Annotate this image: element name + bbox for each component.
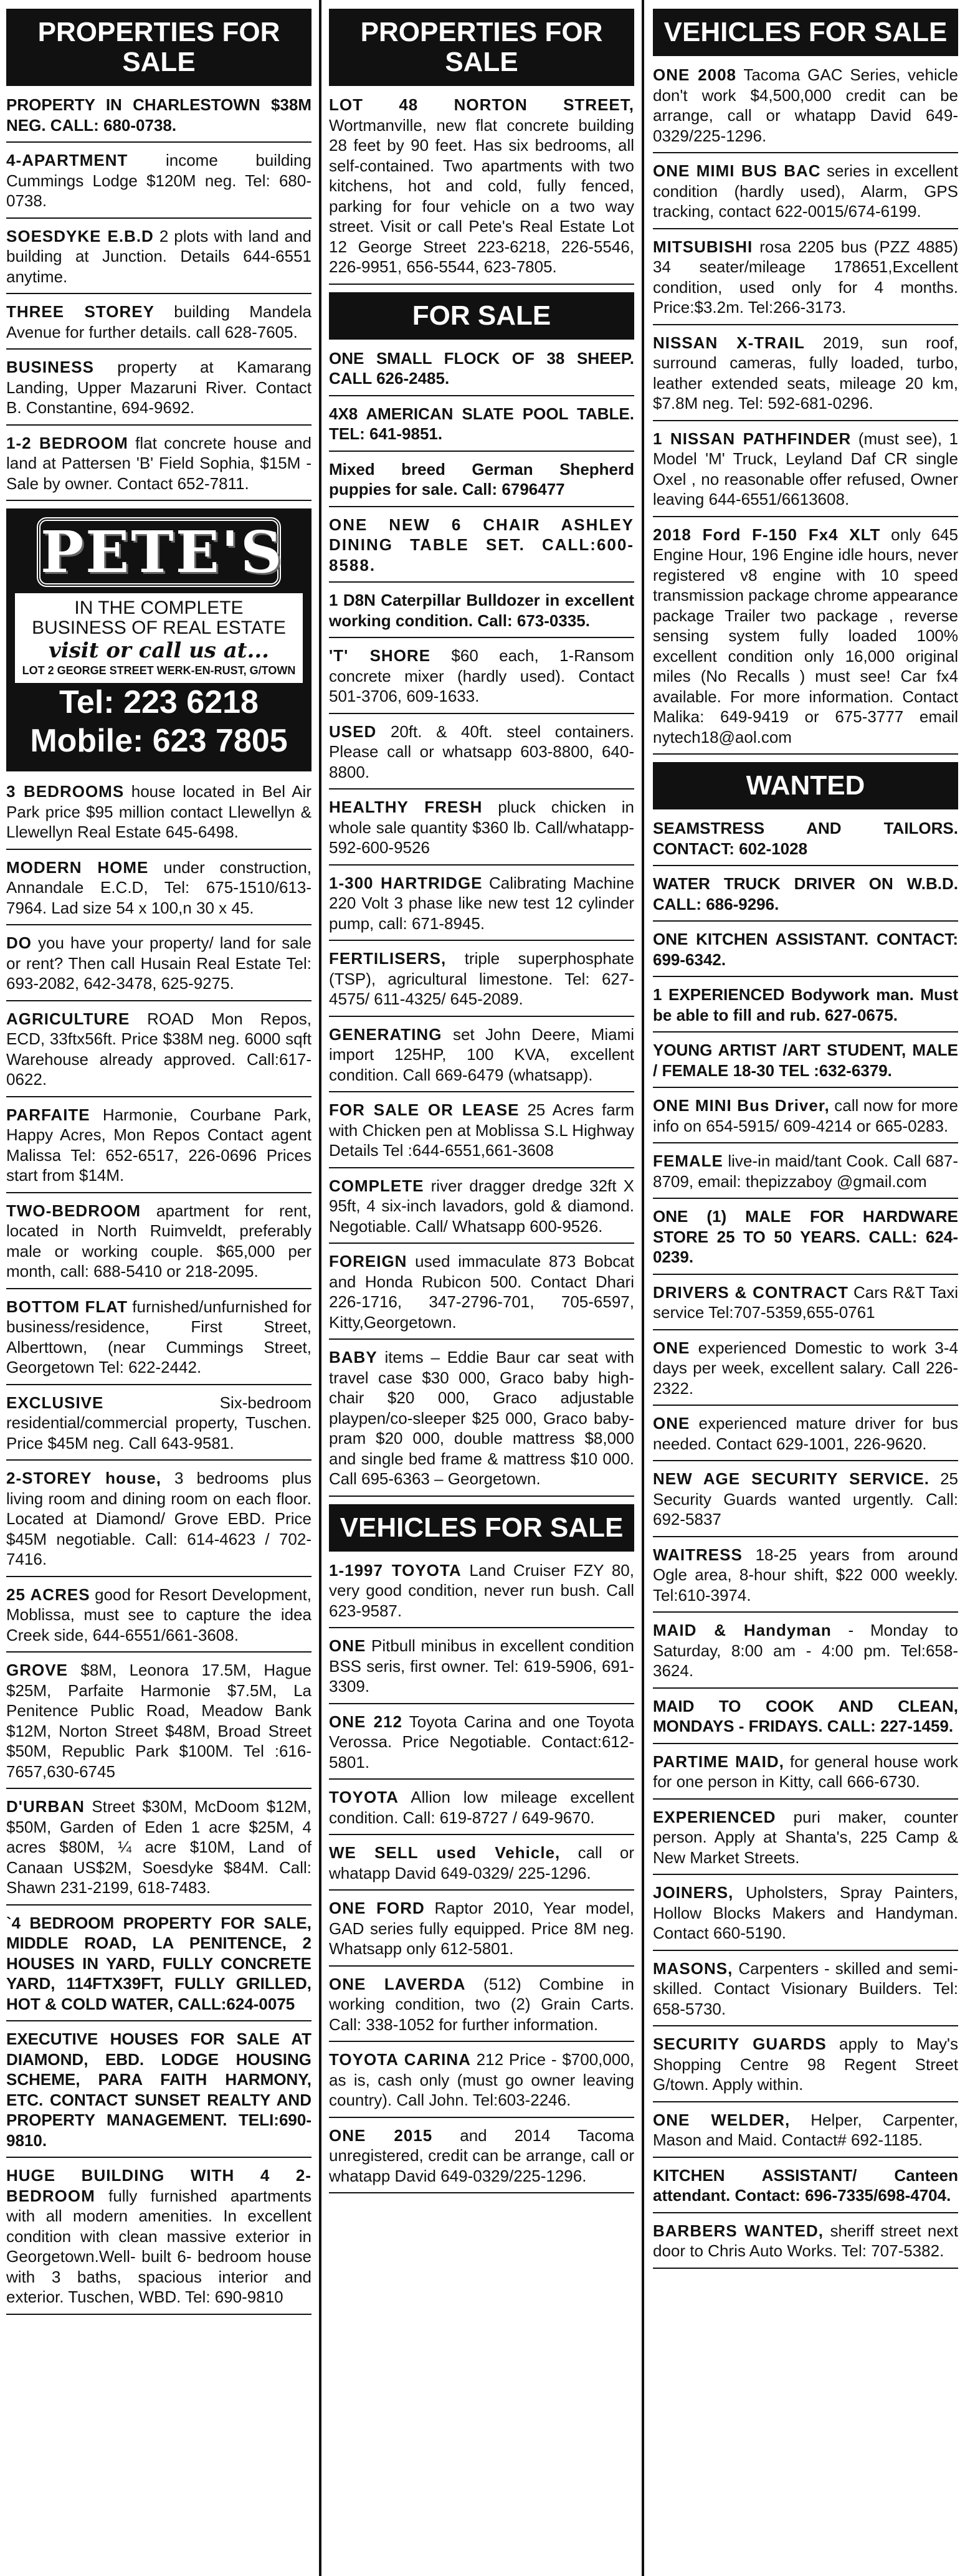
classified-ad	[653, 1040, 958, 1088]
classified-ad	[653, 2110, 958, 2158]
column-divider	[642, 0, 644, 2576]
classified-ad	[653, 874, 958, 922]
ad-text: ROAD Mon Repos, ECD, 33ftx56ft. Price $38M neg. 6000 sqft Warehouse already approved. Call:617-0622.	[6, 1009, 311, 1089]
ad-lead: BUSINESS	[6, 358, 94, 376]
classified-ad	[6, 226, 311, 295]
classified-ad	[653, 1882, 958, 1951]
ad-text: 2 plots with land and building at Junction. Details 644-6551 anytime.	[6, 226, 311, 286]
ad-text: Cars R&T Taxi service Tel:707-5359,655-0761	[653, 1282, 958, 1322]
ad-lead: TOYOTA	[329, 1788, 399, 1806]
ad-lead: FOREIGN	[329, 1252, 407, 1271]
ad-lead: 1 NISSAN PATHFINDER	[653, 429, 852, 448]
classified-ad	[6, 857, 311, 926]
classified-ad	[653, 1545, 958, 1613]
classified-ad	[653, 65, 958, 153]
classified-ad	[6, 1796, 311, 1906]
classified-ad	[653, 1151, 958, 1199]
classified-ad	[329, 2125, 634, 2194]
classified-ad	[329, 1560, 634, 1629]
classified-ad	[653, 929, 958, 977]
ad-lead: MODERN HOME	[6, 857, 149, 877]
ad-text: (must see), 1 Model 'M' Truck, Leyland Daf CR single Oxel , no reasonable offer refused, Owner leaving 644-6551/6613608.	[653, 429, 958, 508]
classified-ad	[6, 302, 311, 350]
classified-ad	[329, 1347, 634, 1497]
ad-lead: ONE	[653, 1338, 690, 1357]
classified-ad	[653, 1206, 958, 1275]
classified-ad	[329, 348, 634, 396]
ad-text: 20ft. & 40ft. steel containers. Please call or whatsapp 603-8800, 640-8800.	[329, 722, 634, 781]
classified-ad	[329, 722, 634, 790]
ad-text: 18-25 years from around Ogle area, 8-hour shift, $22 000 weekly. Tel:610-3974.	[653, 1545, 958, 1605]
classified-ad	[329, 95, 634, 285]
ad-lead: COMPLETE	[329, 1176, 424, 1195]
classified-ad	[329, 1100, 634, 1168]
ad-text: (512) Combine in working condition, two (2) Grain Carts. Call: 338-1052 for further information.	[329, 1974, 635, 2034]
ad-text: Carpenters - skilled and semi-skilled. Contact Visionary Builders. Tel: 658-5730.	[653, 1958, 958, 2018]
classified-ad	[653, 2221, 958, 2269]
classified-ad	[6, 1297, 311, 1385]
ad-text: used immaculate 873 Bobcat and Honda Rubicon 500. Contact Dhari 226-1716, 347-2796-701, 705-6597, Kitty,Georgetown.	[329, 1252, 634, 1332]
classified-ad	[653, 333, 958, 421]
ad-text: building Mandela Avenue for further details. call 628-7605.	[6, 302, 312, 341]
ad-lead: EXPERIENCED	[653, 1807, 776, 1826]
ad-text: ONE (1) MALE FOR HARDWARE STORE 25 TO 50 YEARS. CALL: 624-0239.	[653, 1207, 958, 1266]
classified-ad	[6, 1468, 311, 1577]
ad-text: PROPERTY IN CHARLESTOWN $38M NEG. CALL: 680-0738.	[6, 95, 311, 135]
ad-text: 212 Price - $700,000, as is, cash only (must go owner leaving country). Call John. Tel:603-2246.	[329, 2050, 634, 2109]
advert-mobile: Mobile: 623 7805	[30, 723, 288, 759]
ad-lead: HUGE BUILDING WITH 4 2- BEDROOM	[6, 2166, 311, 2205]
ad-lead: AGRICULTURE	[6, 1009, 130, 1028]
ad-lead: NEW AGE SECURITY SERVICE.	[653, 1469, 930, 1488]
ad-lead: 2018 Ford F-150 Fx4 XLT	[653, 525, 881, 544]
classified-ad	[653, 818, 958, 866]
ad-text: $60 each, 1-Ransom concrete mixer (hardly used). Contact 501-3706, 609-1633.	[329, 646, 635, 705]
classified-ad	[329, 797, 634, 866]
ad-text: YOUNG ARTIST /ART STUDENT, MALE / FEMALE 18-30 TEL :632-6379.	[653, 1041, 958, 1080]
ad-text: 25 Security Guards wanted urgently. Call: 692-5837	[653, 1469, 958, 1529]
classified-ad	[329, 1787, 634, 1835]
ad-text: - Monday to Saturday, 8:00 am - 4:00 pm. Tel:658-3624.	[653, 1621, 959, 1680]
ad-text: KITCHEN ASSISTANT/ Canteen attendant. Contact: 696-7335/698-4704.	[653, 2165, 958, 2205]
ad-text: 1 EXPERIENCED Bodywork man. Must be able to fill and rub. 627-0675.	[653, 985, 958, 1024]
ad-lead: ONE 212	[329, 1712, 402, 1731]
ad-lead: ONE FORD	[329, 1899, 425, 1917]
ad-lead: LOT 48 NORTON STREET,	[329, 95, 634, 114]
ad-lead: USED	[329, 722, 377, 741]
classified-ad	[6, 1201, 311, 1289]
classified-ad	[653, 985, 958, 1033]
classified-ad	[6, 1393, 311, 1461]
ad-text: series in excellent condition (hardly used), Alarm, GPS tracking, contact 622-0015/674-6199.	[653, 161, 958, 221]
ad-lead: ONE LAVERDA	[329, 1974, 466, 1993]
classified-ad	[329, 1712, 634, 1780]
classified-ad	[329, 1024, 634, 1093]
classified-ad	[329, 1251, 634, 1340]
classified-ad	[653, 1752, 958, 1800]
ad-text: furnished/unfurnished for business/residence, First Street, Alberttown, (near Cummings Street, Georgetown Tel: 622-2442.	[6, 1297, 311, 1376]
classified-ad	[653, 2034, 958, 2102]
classified-ad	[6, 1105, 311, 1193]
ad-lead: SECURITY GUARDS	[653, 2035, 827, 2053]
ad-text: Pitbull minibus in excellent condition BSS seris, first owner. Tel: 619-5906, 691-3309.	[329, 1636, 634, 1696]
ad-text: live-in maid/tant Cook. Call 687-8709, email: thepizzaboy @gmail.com	[653, 1152, 958, 1191]
ad-lead: 'T' SHORE	[329, 646, 431, 665]
ad-lead: WE SELL used Vehicle,	[329, 1843, 561, 1862]
classified-ad	[653, 1338, 958, 1406]
ad-text: experienced Domestic to work 3-4 days per week, excellent salary. Call 226-2322.	[653, 1338, 958, 1398]
ad-text: 3 bedrooms plus living room and dining room on each floor. Located at Diamond/ Grove EBD. Price $45M negotiable. Call: 614-4623 / 702-7416.	[6, 1469, 311, 1568]
ad-text: items – Eddie Baur car seat with travel case $30 000, Graco baby high-chair $20 000, Graco adjustable playpen/co-sleeper $25 000, Graco baby-pram $20 000, double mattress $8,000 and single bed frame & mattress $10 000. Call 695-6363 – Georgetown.	[329, 1348, 634, 1488]
ad-text: apply to May's Shopping Centre 98 Regent Street G/town. Apply within.	[653, 2035, 958, 2094]
section-header-for-sale: FOR SALE	[329, 292, 634, 340]
ad-text: experienced mature driver for bus needed. Contact 629-1001, 226-9620.	[653, 1414, 958, 1453]
ad-lead: PARFAITE	[6, 1105, 90, 1124]
ad-lead: ONE 2015	[329, 2125, 433, 2145]
classified-ad	[6, 95, 311, 143]
ad-lead: ONE 2008	[653, 65, 736, 84]
ad-text: property at Kamarang Landing, Upper Mazaruni River. Contact B. Constantine, 694-9692.	[6, 358, 311, 417]
ad-lead: D'URBAN	[6, 1797, 85, 1816]
ad-lead: JOINERS,	[653, 1883, 734, 1902]
ad-lead: HEALTHY FRESH	[329, 798, 483, 816]
ad-text: Upholsters, Spray Painters, Hollow Blocks Makers and Handyman. Contact 660-5190.	[653, 1883, 958, 1942]
classified-ad	[653, 1413, 958, 1461]
ad-lead: 1-300 HARTRIDGE	[329, 873, 483, 892]
ad-text: under construction, Annandale E.C.D, Tel: 675-1510/613-7964. Lad size 54 x 100,n 30 x 45.	[6, 857, 311, 917]
ad-text: good for Resort Development, Moblissa, must see to capture the idea Creek side, 644-6551/661-3608.	[6, 1585, 311, 1644]
ad-text: `4 BEDROOM PROPERTY FOR SALE, MIDDLE ROAD, LA PENITENCE, 2 HOUSES IN YARD, FULLY CONCRETE YARD, 114FTX39FT, FULLY GRILLED, HOT & COLD WATER, CALL:624-0075	[6, 1913, 311, 2013]
ad-text: 4X8 AMERICAN SLATE POOL TABLE. TEL: 641-9851.	[329, 404, 634, 443]
ad-lead: GENERATING	[329, 1024, 442, 1044]
classified-ad	[329, 404, 634, 452]
column-properties	[6, 9, 311, 2322]
classified-ad	[6, 1009, 311, 1097]
classified-ad	[6, 1913, 311, 2022]
ad-lead: 1-2 BEDROOM	[6, 433, 128, 452]
ad-text: rosa 2205 bus (PZZ 4885) 34 seater/mileage 178651,Excellent condition, used only for 4 months. Price:$3.2m. Tel:266-3173.	[653, 237, 958, 317]
ad-text: house located in Bel Air Park price $95 million contact Llewellyn & Llewellyn Real Estate 645-6498.	[6, 782, 311, 841]
ad-text: SEAMSTRESS AND TAILORS. CONTACT: 602-1028	[653, 819, 958, 858]
ad-lead: BARBERS WANTED,	[653, 2221, 824, 2240]
classified-ad	[329, 1898, 634, 1967]
ad-text: only 645 Engine Hour, 196 Engine idle hours, never registered v8 engine with 10 speed transmission package chrome appearance package Trailer two package , reverse sensing system fully loaded 100% excellent condition only 16,000 original miles (No Recalls ) must see! Car fx4 available. For more information. Contact Malika: 649-9419 or 675-3777 email nytech18@aol.com	[653, 525, 958, 747]
ad-text: you have your property/ land for sale or rent? Then call Husain Real Estate Tel: 693-2082, 642-3478, 625-9275.	[6, 933, 311, 993]
ad-lead: FEMALE	[653, 1152, 723, 1170]
ad-lead: 4-APARTMENT	[6, 151, 128, 169]
ad-text: pluck chicken in whole sale quantity $360 lb. Call/whatapp- 592-600-9526	[329, 798, 635, 857]
ad-text: Tacoma GAC Series, vehicle don't work $4,500,000 credit can be arrange, call or whatapp David 649-0329/225-1296.	[653, 65, 958, 145]
ad-lead: ONE	[653, 1414, 690, 1433]
ad-text: EXECUTIVE HOUSES FOR SALE AT DIAMOND, EBD. LODGE HOUSING SCHEME, PARA FAITH HARMONY, ETC. CONTACT SUNSET REALTY AND PROPERTY MANAGEMENT. TELI:690-9810.	[6, 2030, 311, 2150]
column-vehicles-wanted	[653, 9, 958, 2276]
advert-tagline	[15, 593, 303, 683]
ad-text: apartment for rent, located in North Ruimveldt, preferably male or working couple. $65,000 per month, call: 688-5410 or 218-2095.	[6, 1201, 311, 1281]
ad-lead: 2-STOREY house,	[6, 1469, 161, 1487]
real-estate-advert	[6, 508, 311, 771]
classified-ad	[653, 1095, 958, 1143]
ad-lead: 25 ACRES	[6, 1585, 90, 1604]
ad-lead: MAID & Handyman	[653, 1621, 832, 1639]
ad-text: Land Cruiser FZY 80, very good condition, never run bush. Call 623-9587.	[329, 1560, 634, 1620]
ad-lead: ONE MIMI BUS BAC	[653, 161, 821, 180]
ad-text: WATER TRUCK DRIVER ON W.B.D. CALL: 686-9296.	[653, 874, 958, 914]
ad-text: Allion low mileage excellent condition. Call: 619-8727 / 649-9670.	[329, 1788, 634, 1827]
ad-text: 25 Acres farm with Chicken pen at Moblissa S.L Highway Details Tel :644-6551,661-3608	[329, 1100, 634, 1160]
ad-lead: 3 BEDROOMS	[6, 782, 125, 801]
classified-ad	[653, 1282, 958, 1330]
ad-text: triple superphosphate (TSP), agricultural limestone. Tel: 627-4575/ 611-4325/ 645-2089.	[329, 949, 634, 1008]
classified-ad	[6, 933, 311, 1001]
ad-lead: GROVE	[6, 1661, 68, 1679]
ad-lead: TOYOTA CARINA	[329, 2050, 471, 2069]
section-header-properties-for-sale: PROPERTIES FOR SALE	[329, 9, 634, 86]
ad-lead: BOTTOM FLAT	[6, 1297, 128, 1316]
column-properties-for-sale-vehicles	[329, 9, 634, 2201]
advert-address: LOT 2 GEORGE STREET WERK-EN-RUST, G/TOWN	[22, 664, 296, 677]
ad-lead: DRIVERS & CONTRACT	[653, 1282, 849, 1302]
classified-ad	[329, 1974, 634, 2043]
ad-text: $8M, Leonora 17.5M, Hague $25M, Parfaite Harmonie $7.5M, La Penitence Public Road, Meadow Bank $12M, Norton Street $48M, Broad Street $50M, Republic Park $100M. Tel :616-7657,630-6745	[6, 1661, 311, 1781]
ad-lead: BABY	[329, 1348, 378, 1367]
ad-text: for general house work for one person in Kitty, call 666-6730.	[653, 1752, 958, 1791]
classified-ad	[6, 433, 311, 502]
classified-ad	[329, 646, 634, 714]
ad-text: Harmonie, Courbane Park, Happy Acres, Mon Repos Contact agent Malissa Tel: 652-6517, 226-0696 Prices start from $14M.	[6, 1105, 311, 1185]
ad-text: Helper, Carpenter, Mason and Maid. Contact# 692-1185.	[653, 2110, 958, 2149]
classified-ad	[329, 2049, 634, 2118]
classified-ad	[6, 1660, 311, 1789]
ad-lead: ONE MINI Bus Driver,	[653, 1096, 830, 1115]
classified-ad	[6, 357, 311, 426]
classified-ad	[653, 161, 958, 229]
classified-ad	[653, 525, 958, 755]
advert-line: visit or call us at...	[48, 638, 270, 663]
ad-text: Street $30M, McDoom $12M, $50M, Garden of Eden 1 acre $25M, 4 acres $80M, ¼ acre $10M, Land of Canaan US$2M, Soesdyke $84M. Call: Shawn 231-2199, 618-7483.	[6, 1797, 311, 1897]
classified-ad	[6, 2165, 311, 2315]
classified-ad	[6, 781, 311, 850]
ad-lead: WAITRESS	[653, 1545, 743, 1564]
ad-text: and 2014 Tacoma unregistered, credit can be arrange, call or whatapp David 649-0329/225-1296.	[329, 2125, 634, 2185]
ad-text: puri maker, counter person. Apply at Shanta's, 225 Camp & New Market Streets.	[653, 1807, 958, 1867]
ad-text: call or whatapp David 649-0329/ 225-1296.	[329, 1843, 635, 1882]
section-header-wanted: WANTED	[653, 762, 958, 809]
ad-lead: ONE WELDER,	[653, 2110, 791, 2129]
classified-ad	[329, 1176, 634, 1244]
ad-text: fully furnished apartments with all modern amenities. In excellent condition with clean massive exterior in Georgetown.Well- built 6- bedroom house with 3 baths, spacious interior and exterior. Tuschen, WBD. Tel: 690-9810	[6, 2186, 311, 2306]
classified-ad	[653, 1469, 958, 1537]
ad-lead: PARTIME MAID,	[653, 1752, 784, 1771]
section-header-properties-for-sale: PROPERTIES FOR SALE	[6, 9, 311, 86]
petes-logo: PETE'S	[37, 517, 281, 587]
ad-text: MAID TO COOK AND CLEAN, MONDAYS - FRIDAYS. CALL: 227-1459.	[653, 1696, 958, 1735]
classified-ad	[6, 2029, 311, 2158]
ad-lead: NISSAN X-TRAIL	[653, 333, 805, 352]
ad-text: ONE SMALL FLOCK OF 38 SHEEP. CALL 626-2485.	[329, 348, 634, 388]
ad-lead: TWO-BEDROOM	[6, 1201, 141, 1220]
classified-ad	[653, 2165, 958, 2213]
advert-line: BUSINESS OF REAL ESTATE	[32, 618, 286, 638]
classified-ad	[653, 1696, 958, 1744]
ad-text: income building Cummings Lodge $120M neg. Tel: 680-0738.	[6, 151, 311, 210]
classified-ad	[6, 150, 311, 219]
ad-lead: MASONS,	[653, 1958, 733, 1978]
classified-ad	[329, 1843, 634, 1891]
ad-text: 2019, sun roof, surround cameras, fully loaded, turbo, leather extended seats, mileage 20 km, $7.8M neg. Tel: 592-681-0296.	[653, 333, 958, 413]
ad-lead: MITSUBISHI	[653, 237, 753, 256]
ad-text: river dragger dredge 32ft X 95ft, 4 six-inch lavadors, gold & diamond. Negotiable. Call/ Whatsapp 600-9526.	[329, 1176, 634, 1236]
ad-lead: SOESDYKE E.B.D	[6, 226, 154, 246]
ad-text: ONE NEW 6 CHAIR ASHLEY DINING TABLE SET. CALL:600-8588.	[329, 515, 634, 575]
advert-line: IN THE COMPLETE	[74, 598, 244, 618]
ad-text: call now for more info on 654-5915/ 609-4214 or 665-0283.	[653, 1096, 958, 1135]
ad-text: set John Deere, Miami import 125HP, 100 KVA, excellent condition. Call 669-6479 (whatsapp).	[329, 1024, 634, 1084]
classified-ad	[653, 429, 958, 517]
section-header-vehicles-for-sale: VEHICLES FOR SALE	[329, 1504, 634, 1552]
classified-ad	[6, 1585, 311, 1653]
ad-text: Calibrating Machine 220 Volt 3 phase like new test 12 cylinder pump, call: 671-8945.	[329, 873, 634, 933]
ad-text: Raptor 2010, Year model, GAD series fully equipped. Price 8M neg. Whatsapp only 612-5801.	[329, 1899, 634, 1958]
section-header-vehicles-for-sale: VEHICLES FOR SALE	[653, 9, 958, 56]
classified-ad	[653, 1620, 958, 1689]
ad-lead: FERTILISERS,	[329, 949, 447, 968]
classified-ad	[329, 590, 634, 638]
ad-lead: THREE STOREY	[6, 302, 154, 321]
ad-text: Wortmanville, new flat concrete building 28 feet by 90 feet. Has six bedrooms, all self-contained. Two apartments with two kitchens, hot and cold, fully fenced, parking for four vehicle on a two way street. Visit or call Pete's Real Estate Lot 12 George Street 223-6218, 226-5546, 226-9951, 656-5544, 623-7805.	[329, 115, 634, 276]
ad-text: 1 D8N Caterpillar Bulldozer in excellent working condition. Call: 673-0335.	[329, 591, 634, 630]
ad-lead: EXCLUSIVE	[6, 1393, 104, 1412]
ad-text: ONE KITCHEN ASSISTANT. CONTACT: 699-6342.	[653, 930, 958, 969]
classified-ad	[329, 873, 634, 942]
ad-text: Mixed breed German Shepherd puppies for sale. Call: 6796477	[329, 459, 634, 499]
classified-ad	[329, 948, 634, 1017]
column-divider	[319, 0, 321, 2576]
advert-telephone: Tel: 223 6218	[59, 684, 259, 720]
ad-text: Toyota Carina and one Toyota Verossa. Price Negotiable. Contact:612-5801.	[329, 1712, 634, 1772]
ad-lead: ONE	[329, 1636, 366, 1655]
ad-lead: DO	[6, 933, 32, 952]
ad-lead: FOR SALE OR LEASE	[329, 1100, 520, 1119]
classified-ad	[653, 237, 958, 325]
ad-text: Six-bedroom residential/commercial property, Tuschen. Price $45M neg. Call 643-9581.	[6, 1393, 311, 1453]
ad-text: flat concrete house and land at Pattersen 'B' Field Sophia, $15M - Sale by owner. Contact 652-7811.	[6, 433, 311, 493]
classified-ad	[329, 1636, 634, 1704]
classified-ad	[329, 515, 634, 583]
classified-ad	[329, 459, 634, 507]
ad-text: sheriff street next door to Chris Auto Works. Tel: 707-5382.	[653, 2221, 959, 2260]
ad-lead: 1-1997 TOYOTA	[329, 1560, 462, 1580]
classified-ad	[653, 1958, 958, 2027]
classified-ad	[653, 1807, 958, 1876]
